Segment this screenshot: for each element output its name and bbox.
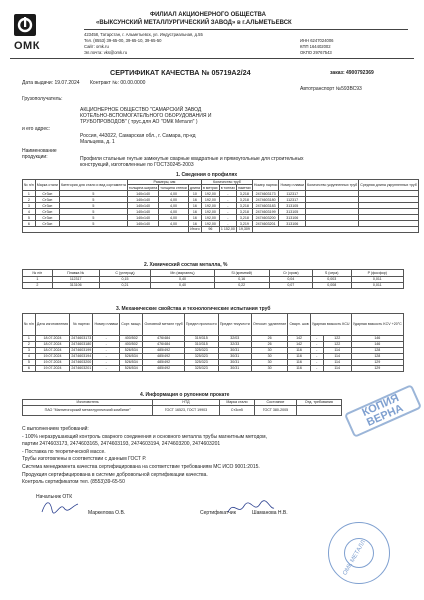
consignee-line-1: АКЦИОНЕРНОЕ ОБЩЕСТВО "САМАРСКИЙ ЗАВОД [80, 107, 202, 113]
col-header: Cr (хром) [269, 270, 312, 277]
table-cell: Ст3сп [35, 221, 59, 227]
header-bottom-line [10, 58, 414, 59]
table-cell: 114 [323, 348, 351, 354]
cert-label: Сертификатчик [200, 510, 236, 516]
col-header: Предел прочности [184, 314, 218, 336]
table-cell: 30 [251, 366, 288, 372]
note-line: - Поставка по теоретической массе. [22, 448, 106, 455]
table-cell: 30/31 [218, 366, 251, 372]
col-header: Номер плавки [279, 180, 306, 191]
contract-number: Контракт №: 00.00.0000 [90, 80, 146, 86]
section4-title: 4. Информация о рулонном прокате [140, 392, 230, 398]
table-cell: 0,008 [312, 283, 351, 289]
table-cell: 192,00 [202, 209, 220, 215]
table-cell: 140х140 [127, 221, 158, 227]
table-cell: 32/33 [218, 342, 251, 348]
table-cell: 3,219 [237, 221, 253, 227]
table-cell: 1 [23, 336, 36, 342]
table-cell: 19.07.2024 [35, 366, 69, 372]
table-cell: 2474603199 [252, 209, 279, 215]
table-cell: 142 [288, 336, 310, 342]
table-cell: 30 [251, 360, 288, 366]
table-cell: - [219, 191, 236, 197]
total-label: Итого [190, 227, 200, 232]
coil-table [22, 399, 342, 416]
table-cell: 526/534 [120, 354, 143, 360]
table-cell: 122 [323, 342, 351, 348]
table-cell: 2474603200 [71, 360, 92, 365]
table-cell: 10 [188, 191, 201, 197]
table-cell: 116 [288, 354, 310, 360]
table-cell: - [310, 336, 323, 342]
table-cell: 16 [188, 203, 201, 209]
table-cell: 140х140 [127, 197, 158, 203]
table-cell: 3 [23, 203, 36, 209]
table-cell: Ст3сп5 [219, 406, 254, 416]
table-cell: 4 [23, 209, 36, 215]
company-address: 423458, Татарстан, г. Альметьевск, ул. Индустриальная, д.55 [84, 32, 203, 37]
col-header: Сорт. мощн. [120, 314, 143, 336]
table-cell: 146 [351, 336, 403, 342]
table-cell: 4,00 [159, 221, 189, 227]
address-line-1: Россия, 443022, Самарская обл., г. Самара, пр-кд [80, 133, 196, 139]
table-cell: 5 [23, 215, 36, 221]
table-cell: 5 [59, 197, 127, 203]
table-cell: 18.07.2024 [35, 336, 69, 342]
table-cell: 192,00 [202, 215, 220, 221]
note-line: партии 2474603173, 2474603165, 2474603193, 2474603194, 2474603200, 2474603201 [22, 441, 221, 448]
cert-name: Шаманова Н.В. [252, 510, 288, 516]
company-name: «ВЫКСУНСКИЙ МЕТАЛЛУРГИЧЕСКИЙ ЗАВОД» в г.АЛЬМЕТЬЕВСК [96, 20, 292, 26]
table-cell: 142 [288, 342, 310, 348]
table-cell: 114 [323, 354, 351, 360]
table-cell: 400/502 [120, 336, 143, 342]
table-cell: Ст3сп [35, 209, 59, 215]
table-cell: 18.07.2024 [35, 348, 69, 354]
col-header: Количество труб [202, 180, 253, 185]
chemistry-table [22, 269, 404, 289]
table-cell: 192,00 [202, 203, 220, 209]
table-cell: 30 [251, 348, 288, 354]
table-cell: - [219, 209, 236, 215]
table-cell: 32/03 [218, 336, 251, 342]
table-cell: 3 [23, 348, 36, 354]
table-cell: - [310, 366, 323, 372]
table-cell: 3,218 [237, 191, 253, 197]
company-phone: Тел. (8553) 39-65-00, 39-65-10, 39-65-50 [84, 38, 162, 43]
table-cell: ГОСТ 380-2005 [255, 406, 297, 416]
table-cell: 128 [351, 348, 403, 354]
notes [22, 426, 402, 487]
total-count: 96 [202, 227, 220, 232]
table-cell: ПАО "Магнитогорский металлургический комбинат" [23, 406, 153, 416]
table-cell: 116 [288, 360, 310, 366]
table-row [23, 366, 404, 372]
table-cell: 129 [351, 366, 403, 372]
otk-signature [40, 498, 80, 516]
table-cell: 2474603173 [71, 336, 92, 341]
table-cell: 112317 [279, 197, 306, 203]
col-header: Предел текучести [218, 314, 251, 336]
table-cell: - [219, 215, 236, 221]
table-cell [296, 406, 341, 416]
col-header: Относит. удлинение [251, 314, 288, 336]
table-cell: 112317 [52, 277, 99, 283]
table-cell: 5 [59, 191, 127, 197]
table-cell: 26 [251, 342, 288, 348]
col-header: C (углерод) [99, 270, 151, 277]
table-cell: 30/31 [218, 348, 251, 354]
col-header: Состояние [255, 400, 297, 406]
table-cell: 5 [59, 221, 127, 227]
table-row [23, 406, 342, 416]
table-cell: 0,04 [269, 277, 312, 283]
table-cell: 0,40 [151, 283, 214, 289]
table-cell: Ст3сп [35, 191, 59, 197]
col-header: Марка стали [35, 180, 59, 191]
order-number: 4900792369 [346, 70, 374, 76]
table-cell: - [310, 354, 323, 360]
consignee-label: Грузополучатель: [22, 96, 63, 102]
table-cell: 192,00 [202, 221, 220, 227]
product-line-2: конструкций, изготовленные по ГОСТ30245-2003 [80, 162, 194, 168]
table-cell: 146 [351, 342, 403, 348]
product-label: Наименование продукции: [22, 148, 57, 160]
table-cell: 4,00 [159, 203, 189, 209]
table-cell: 526/534 [120, 348, 143, 354]
table-cell: 26 [251, 336, 288, 342]
table-cell: 129 [351, 360, 403, 366]
table-cell: - [310, 348, 323, 354]
table-cell: 1 [23, 277, 53, 283]
table-cell: 313106 [52, 283, 99, 289]
table-cell: - [93, 366, 120, 372]
table-cell: 116 [288, 366, 310, 372]
table-cell: Ст3сп [35, 215, 59, 221]
table-cell: 476/484 [143, 342, 184, 348]
table-cell: 0,011 [351, 283, 403, 289]
table-cell: 2474603200 [252, 215, 279, 221]
okpo: ОКПО 29767543 [300, 50, 332, 55]
table-cell: 485/492 [143, 360, 184, 366]
table-cell: 2474603199 [71, 348, 92, 353]
section3-title: 3. Механические свойства и технологические испытания труб [116, 306, 271, 312]
table-cell: - [310, 342, 323, 348]
table-cell: 0,011 [351, 277, 403, 283]
table-cell: 5 [23, 360, 36, 366]
otk-label: Начальник ОТК [36, 494, 73, 500]
table-cell: 6 [23, 221, 36, 227]
note-line: - 100% неразрушающий контроль сварного соединения и основного металла трубы магнитным методом, [22, 433, 267, 440]
col-header: Изготовитель [23, 400, 153, 406]
table-cell: 2474603201 [71, 366, 92, 371]
table-cell: 16 [188, 215, 201, 221]
table-cell: 0,40 [151, 277, 214, 283]
table-cell: 2474603194 [71, 354, 92, 359]
table-cell: 2474603183 [252, 203, 279, 209]
table-cell: 0,07 [269, 283, 312, 289]
table-cell: - [93, 360, 120, 366]
col-header: Si (кремний) [214, 270, 269, 277]
header-divider [84, 29, 408, 30]
col-header: № партии [70, 314, 93, 336]
consignee-line-2: КОТЕЛЬНО-ВСПОМОГАТЕЛЬНОГО ОБОРУДОВАНИЯ И [80, 113, 212, 119]
table-cell: 18.07.2024 [35, 342, 69, 348]
table-cell: 140х140 [127, 191, 158, 197]
table-cell: 526/534 [120, 360, 143, 366]
seal-text: ОМК МЕТАЛЛ [342, 539, 368, 577]
table-cell: 1 [23, 191, 36, 197]
table-cell: Ст3сп [35, 197, 59, 203]
table-cell: 313105 [279, 203, 306, 209]
col-header: Категория для стали и вид сортамента [59, 180, 127, 191]
mechanical-table [22, 313, 404, 372]
note-line: Трубы изготовлены в соответствии с данным ГОСТ Р. [22, 456, 147, 463]
table-cell: - [93, 354, 120, 360]
table-row [23, 283, 404, 289]
col-header: НТД [153, 400, 219, 406]
table-cell: 0,16 [214, 277, 269, 283]
company-email: Эл.почта: vks@omk.ru [84, 50, 128, 55]
col-header: Дата изготовления [35, 314, 69, 336]
table-cell: 310/315 [184, 342, 218, 348]
total-tons: 19,309 [237, 227, 253, 232]
col-header: Основной металл труб [143, 314, 184, 336]
table-cell: 114 [323, 366, 351, 372]
table-cell: 313106 [279, 221, 306, 227]
col-header: Сварн. шов [288, 314, 310, 336]
table-cell: 2474603180 [252, 197, 279, 203]
table-cell: 3,218 [237, 209, 253, 215]
col-header: толщина стенки [160, 185, 187, 190]
col-header: № п/п [23, 180, 36, 191]
table-cell: 325/323 [184, 366, 218, 372]
table-cell: - [219, 197, 236, 203]
product-line-1: Профили стальные гнутые замкнутые сварные квадратные и прямоугольные для строительных [80, 156, 304, 162]
note-line: Контроль сертификатом тел. (8553)39-65-50 [22, 479, 125, 486]
table-cell: 30/31 [218, 360, 251, 366]
col-header: Ударная вязкость КСU [310, 314, 351, 336]
table-cell: 2474603173 [252, 191, 279, 197]
order-label: заказ: [330, 70, 345, 76]
kpp: КПП 164402002 [300, 44, 331, 49]
table-cell: 485/492 [143, 348, 184, 354]
section2-title: 2. Химический состав металла, % [144, 262, 228, 268]
col-header: пакетах [238, 185, 251, 190]
copy-stamp-text: КОПИЯ ВЕРНА [360, 392, 406, 429]
table-cell: 16 [188, 209, 201, 215]
table-cell: - [219, 221, 236, 227]
table-cell: 2 [23, 197, 36, 203]
table-cell: 16 [188, 221, 201, 227]
col-header: Марка стали [219, 400, 254, 406]
table-cell: 116 [288, 348, 310, 354]
table-cell: 313106 [279, 215, 306, 221]
table-cell: 0,21 [99, 283, 151, 289]
table-cell: 476/484 [143, 336, 184, 342]
note-line: Продукция сертифицирована в системе добровольной сертификации качества. [22, 471, 208, 478]
table-cell: 3,218 [237, 203, 253, 209]
table-cell: 325/323 [184, 360, 218, 366]
table-cell: Ст3сп [35, 203, 59, 209]
table-cell: 2474603180 [71, 342, 92, 347]
table-cell: - [93, 336, 120, 342]
table-cell: 192,00 [202, 197, 220, 203]
table-cell: 114 [323, 360, 351, 366]
table-cell: 4,00 [159, 197, 189, 203]
table-cell: - [310, 360, 323, 366]
branch-title: ФИЛИАЛ АКЦИОНЕРНОГО ОБЩЕСТВА [150, 12, 266, 18]
table-cell: 325/323 [184, 348, 218, 354]
table-cell: 0,003 [312, 277, 351, 283]
table-cell: - [93, 348, 120, 354]
table-cell: ГОСТ 16523, ГОСТ 19903 [153, 406, 219, 416]
table-cell: 128 [351, 354, 403, 360]
col-header: Средняя длина укрупненных труб [359, 180, 419, 191]
table-cell: 485/492 [143, 354, 184, 360]
col-header: № п/п [23, 270, 53, 277]
profiles-table [22, 179, 419, 233]
col-header: в метрах [203, 185, 218, 190]
table-cell: 5 [59, 215, 127, 221]
table-cell: 400/502 [120, 342, 143, 348]
logo-text: ОМК [14, 40, 40, 52]
table-cell: 4 [23, 354, 36, 360]
table-cell: 3,218 [237, 215, 253, 221]
table-cell: 140х140 [127, 215, 158, 221]
table-cell: - [93, 342, 120, 348]
table-cell: 19.07.2024 [35, 354, 69, 360]
col-header: Номер партии [252, 180, 279, 191]
table-cell: 30/31 [218, 354, 251, 360]
table-cell: 140х140 [127, 209, 158, 215]
col-header: Размеры, мм [127, 180, 201, 185]
table-cell: 140х140 [127, 203, 158, 209]
table-cell: 4,00 [159, 215, 189, 221]
transport: Автотранспорт №593ВС93 [300, 86, 362, 92]
table-cell: 16 [188, 197, 201, 203]
table-cell: 0,22 [214, 283, 269, 289]
table-cell: 0,15 [99, 277, 151, 283]
table-cell: 6 [23, 366, 36, 372]
table-cell: - [219, 203, 236, 209]
table-cell: 112317 [279, 191, 306, 197]
consignee-line-3: ТРУБОПРОВОДОВ" ( трус.для АО "ОМК Металл" ) [80, 119, 198, 125]
col-header: Отд. требования [296, 400, 341, 406]
table-cell: 3,218 [237, 197, 253, 203]
col-header: Mn (марганец) [151, 270, 214, 277]
col-header: толщина ширина [128, 185, 158, 190]
table-cell: 485/492 [143, 366, 184, 372]
table-cell: 192,00 [202, 191, 220, 197]
table-cell: 319/315 [184, 336, 218, 342]
table-cell: 313105 [279, 209, 306, 215]
table-cell: 2474603201 [252, 221, 279, 227]
note-line: Система менеджмента качества сертифицирована на соответствие требованиям МС ИСО 9001:2015. [22, 463, 260, 470]
col-header: Номер плавки [93, 314, 120, 336]
col-header: Количество укрупненных труб [306, 180, 359, 191]
col-header: Ударная вязкость KCV +20°C [351, 314, 403, 336]
cert-title: СЕРТИФИКАТ КАЧЕСТВА № 05719А2/24 [110, 68, 251, 77]
table-cell: 2 [23, 342, 36, 348]
table-cell: 4,00 [159, 209, 189, 215]
table-cell: 4,00 [159, 191, 189, 197]
col-header: S (сера) [312, 270, 351, 277]
omk-logo [14, 14, 36, 36]
table-cell: 5 [59, 209, 127, 215]
col-header: в тоннах [220, 185, 235, 190]
table-cell: 122 [323, 336, 351, 342]
inn: ИНН 6247024006 [300, 38, 334, 43]
section1-title: 1. Сведения о профилях [176, 172, 238, 178]
col-header: длина [189, 185, 201, 190]
col-header: № п/п [23, 314, 36, 336]
issue-date: Дата выдачи: 19.07.2024 [22, 80, 80, 86]
otk-name: Маркелова О.В. [88, 510, 126, 516]
table-cell: 5 [59, 203, 127, 209]
address-line-2: Мальцева, д. 1 [80, 139, 115, 145]
col-header: Плавка № [52, 270, 99, 277]
table-cell: 325/323 [184, 354, 218, 360]
table-cell: 19.07.2024 [35, 360, 69, 366]
address-label: и его адрес: [22, 126, 50, 132]
total-meters: 1 152,00 [220, 227, 235, 232]
note-line: С выполнением требований: [22, 426, 89, 432]
table-cell: 526/534 [120, 366, 143, 372]
company-site: Сайт: omk.ru [84, 44, 109, 49]
table-cell: 30 [251, 354, 288, 360]
table-cell: 2 [23, 283, 53, 289]
col-header: P (фосфор) [351, 270, 403, 277]
